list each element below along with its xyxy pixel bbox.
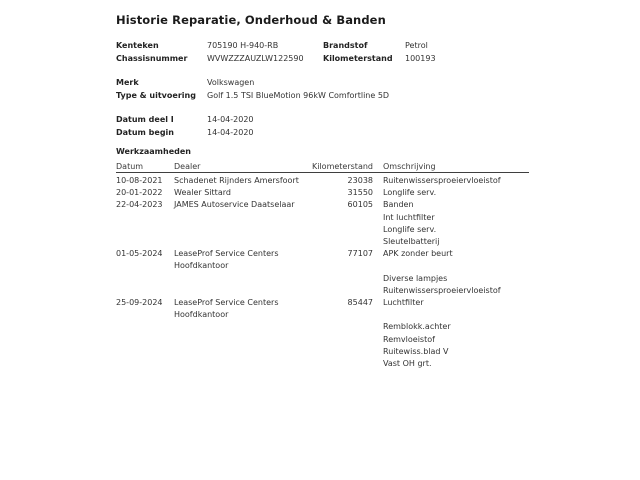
datum-deel-value: 14-04-2020 xyxy=(207,115,254,124)
vehicle-model-section xyxy=(116,77,389,102)
chassisnummer-value: WVWZZZAUZLW122590 xyxy=(207,53,304,63)
cell-datum: 22-04-2023 xyxy=(116,200,163,210)
cell-omschrijving xyxy=(383,248,529,297)
cell-line: Longlife serv. xyxy=(383,188,437,198)
cell-line: Schadenet Rijnders Amersfoort xyxy=(174,176,299,185)
type-uitvoering-value: Golf 1.5 TSI BlueMotion 96kW Comfortline 5D xyxy=(207,90,390,100)
table-row xyxy=(116,175,529,187)
cell-dealer xyxy=(174,199,296,211)
brandstof-value: Petrol xyxy=(405,41,428,50)
vehicle-id-section xyxy=(116,40,436,65)
page-title: Historie Reparatie, Onderhoud & Banden xyxy=(116,13,386,27)
cell-datum: 10-08-2021 xyxy=(116,176,163,185)
brandstof-label: Brandstof xyxy=(323,41,368,50)
cell-dealer xyxy=(174,187,296,199)
cell-line xyxy=(383,309,529,321)
table-header-rule xyxy=(116,172,529,174)
kenteken-label: Kenteken xyxy=(116,41,159,50)
cell-kilometerstand: 23038 xyxy=(347,176,373,185)
column-header-dealer: Dealer xyxy=(174,162,201,171)
cell-line: Hoofdkantoor xyxy=(174,310,229,320)
cell-omschrijving xyxy=(383,297,529,370)
cell-line: Hoofdkantoor xyxy=(174,261,229,271)
column-header-kilometerstand: Kilometerstand xyxy=(311,162,373,171)
cell-omschrijving xyxy=(383,175,529,187)
cell-line: Luchtfilter xyxy=(383,298,424,308)
cell-datum: 20-01-2022 xyxy=(116,188,163,198)
cell-datum: 01-05-2024 xyxy=(116,249,163,259)
cell-line: APK zonder beurt xyxy=(383,249,453,259)
cell-line: LeaseProf Service Centers xyxy=(174,298,279,308)
column-header-omschrijving: Omschrijving xyxy=(383,162,436,171)
cell-line: Ruitewiss.blad V xyxy=(383,346,449,356)
cell-line: Int luchtfilter xyxy=(383,212,435,222)
kenteken-value: 705190 H-940-RB xyxy=(207,41,279,50)
cell-line: JAMES Autoservice Daatselaar xyxy=(174,200,295,210)
cell-line: Sleutelbatterij xyxy=(383,237,440,247)
werkzaamheden-heading: Werkzaamheden xyxy=(116,147,191,156)
cell-line: Banden xyxy=(383,200,414,210)
table-row xyxy=(116,199,529,248)
cell-kilometerstand: 77107 xyxy=(347,249,373,259)
merk-label: Merk xyxy=(116,78,139,87)
datum-begin-value: 14-04-2020 xyxy=(207,127,254,137)
datum-begin-label: Datum begin xyxy=(116,127,174,137)
cell-kilometerstand: 60105 xyxy=(347,200,373,210)
kilometerstand-label: Kilometerstand xyxy=(323,53,393,63)
datum-deel-label: Datum deel I xyxy=(116,115,174,124)
cell-datum: 25-09-2024 xyxy=(116,298,163,308)
cell-kilometerstand: 31550 xyxy=(347,188,373,198)
cell-line: Diverse lampjes xyxy=(383,273,448,283)
table-row xyxy=(116,248,529,297)
cell-line: Ruitenwissersproeiervloeistof xyxy=(383,176,501,185)
table-row xyxy=(116,297,529,370)
cell-omschrijving xyxy=(383,187,529,199)
cell-line: LeaseProf Service Centers xyxy=(174,249,279,259)
cell-kilometerstand: 85447 xyxy=(347,298,373,308)
cell-dealer xyxy=(174,297,296,321)
cell-line xyxy=(383,260,529,272)
vehicle-dates-section xyxy=(116,114,254,139)
cell-line: Vast OH grt. xyxy=(383,359,432,369)
chassisnummer-label: Chassisnummer xyxy=(116,53,188,63)
cell-line: Remvloeistof xyxy=(383,334,435,344)
cell-line: Wealer Sittard xyxy=(174,188,231,198)
cell-line: Longlife serv. xyxy=(383,224,437,234)
table-row xyxy=(116,187,529,199)
cell-dealer xyxy=(174,175,299,187)
cell-line: Ruitenwissersproeiervloeistof xyxy=(383,285,501,295)
kilometerstand-value: 100193 xyxy=(405,53,436,63)
column-header-datum: Datum xyxy=(116,162,144,171)
work-table-body xyxy=(116,175,529,370)
cell-dealer xyxy=(174,248,296,272)
cell-line: Remblokk.achter xyxy=(383,322,451,332)
cell-omschrijving xyxy=(383,199,529,248)
type-uitvoering-label: Type & uitvoering xyxy=(116,90,196,100)
merk-value: Volkswagen xyxy=(207,78,255,87)
